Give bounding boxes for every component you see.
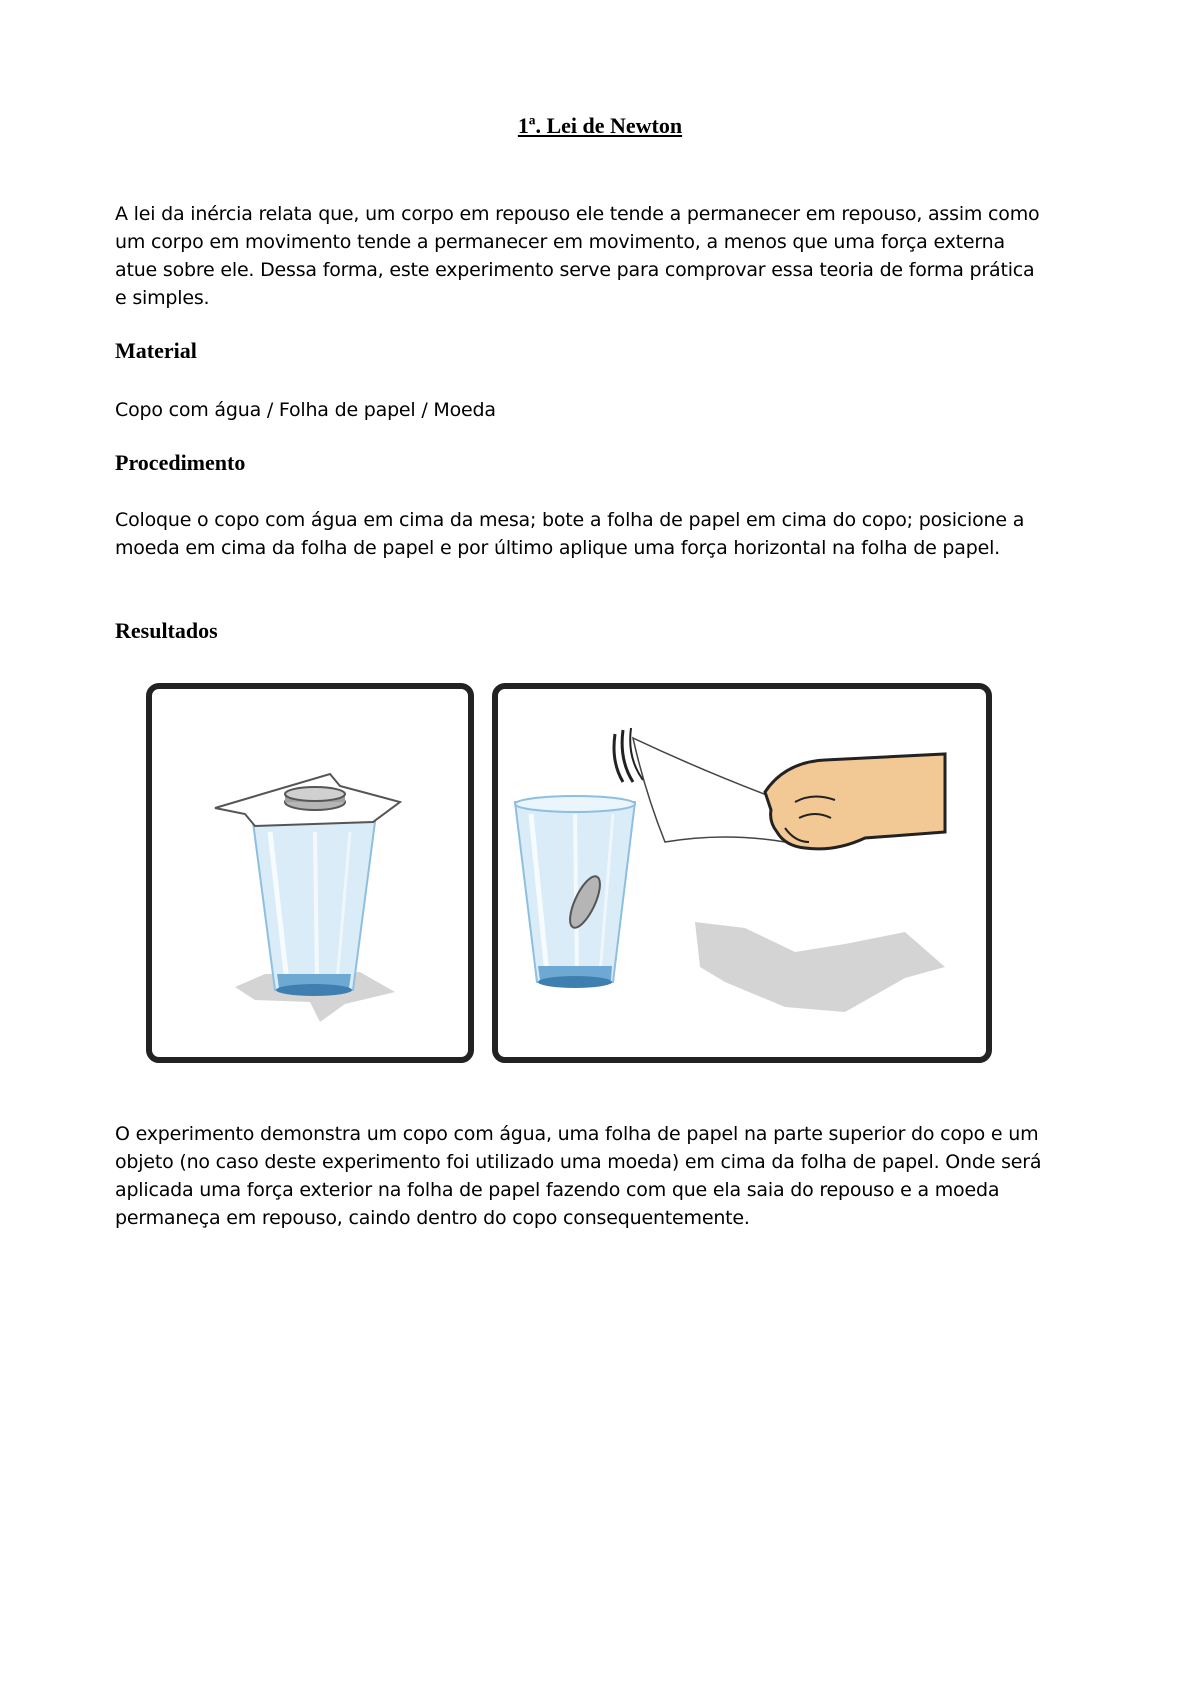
panel-before <box>149 686 471 1060</box>
experiment-illustration <box>145 682 995 1066</box>
results-paragraph: O experimento demonstra um copo com água, uma folha de papel na parte superior do copo e um objeto (no caso deste experimento foi utilizado uma moeda) em cima da folha de papel. Onde será aplicada uma força exterior na folha de papel fazendo com que ela saia do repouso e a moeda permaneça em repouso, caindo dentro do copo consequentemente. <box>115 1123 1042 1229</box>
document-title: 1ª. Lei de Newton <box>517 113 683 138</box>
panel-after <box>495 686 989 1060</box>
material-heading: Material <box>115 338 197 363</box>
procedure-paragraph: Coloque o copo com água em cima da mesa; bote a folha de papel em cima do copo; posicione a moeda em cima da folha de papel e por último aplique uma força horizontal na folha de papel. <box>115 509 1025 559</box>
intro-paragraph: A lei da inércia relata que, um corpo em repouso ele tende a permanecer em repouso, assim como um corpo em movimento tende a permanecer em movimento, a menos que uma força externa atue sobre ele. Dessa forma, este experimento serve para comprovar essa teoria de forma prática e simples. <box>115 203 1040 309</box>
procedure-heading: Procedimento <box>115 450 246 475</box>
material-list: Copo com água / Folha de papel / Moeda <box>115 399 496 421</box>
results-heading: Resultados <box>115 618 218 643</box>
